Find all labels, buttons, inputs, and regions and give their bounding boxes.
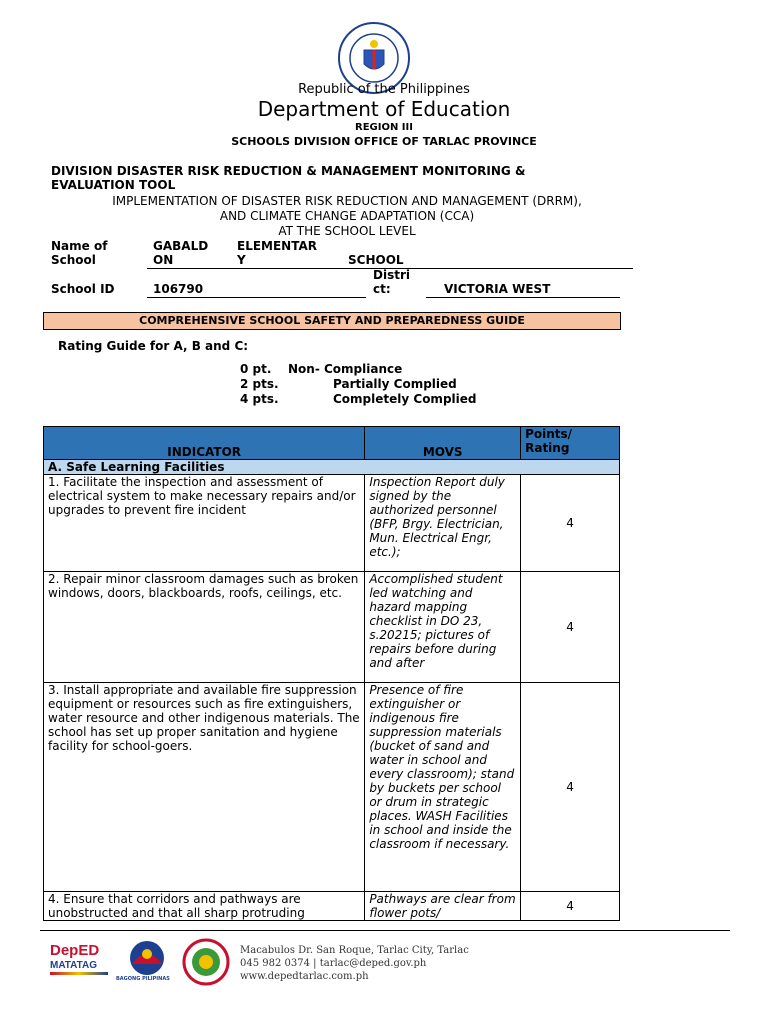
rating-pts-4: 4 pts.: [240, 392, 279, 406]
impl-line1: IMPLEMENTATION OF DISASTER RISK REDUCTION AND MANAGEMENT (DRRM),: [112, 194, 582, 208]
school-name-label-line1: Name of: [51, 239, 108, 253]
rating-label-2: Partially Complied: [333, 377, 457, 391]
indicator-cell: 1. Facilitate the inspection and assessment of electrical system to make necessary repairs and/or upgrades to prevent fire incident: [44, 475, 365, 572]
school-name-part2b: Y: [237, 253, 246, 267]
school-name-label: [51, 239, 107, 267]
rating-guide-title: Rating Guide for A, B and C:: [58, 339, 249, 353]
impl-line2: AND CLIMATE CHANGE ADAPTATION (CCA): [219, 209, 475, 223]
footer-divider: [40, 930, 730, 931]
region-label: REGION III: [355, 122, 413, 133]
table-row: [44, 572, 620, 683]
footer-contact: [240, 944, 469, 983]
district-value: VICTORIA WEST: [444, 282, 551, 296]
district-label-line1: Distri: [373, 268, 410, 282]
school-name-label-line2: School: [51, 253, 96, 267]
republic-label: Republic of the Philippines: [298, 82, 470, 97]
tool-title-line2: EVALUATION TOOL: [51, 178, 176, 192]
table-row: [44, 892, 620, 921]
school-id-label: School ID: [51, 282, 115, 296]
indicator-table: [43, 426, 620, 921]
footer-address: Macabulos Dr. San Roque, Tarlac City, Tarlac: [240, 945, 469, 956]
district-label-line2: ct:: [373, 282, 391, 296]
tool-title: [51, 164, 611, 192]
bagong-pilipinas-caption: BAGONG PILIPINAS: [116, 976, 170, 982]
school-name-part1b: ON: [153, 253, 174, 267]
division-label: SCHOOLS DIVISION OFFICE OF TARLAC PROVINCE: [231, 135, 537, 148]
header-points: [521, 427, 620, 460]
deped-logo-text: DepED: [50, 942, 100, 959]
points-cell: 4: [521, 572, 620, 683]
department-title: Department of Education: [257, 97, 511, 121]
table-header-row: [44, 427, 620, 460]
district-label: [373, 268, 410, 296]
footer-website[interactable]: www.depedtarlac.com.ph: [240, 971, 369, 982]
movs-cell: Presence of fire extinguisher or indigenous fire suppression materials (bucket of sand and water in school and every classroom); stand by buckets per school or drum in strategic places. WASH Facilities in school and inside the classroom if necessary.: [365, 683, 521, 892]
guide-title-bar: COMPREHENSIVE SCHOOL SAFETY AND PREPAREDNESS GUIDE: [43, 312, 621, 330]
points-cell: 4: [521, 683, 620, 892]
rating-pts-2: 2 pts.: [240, 377, 279, 391]
school-name-part2a: ELEMENTAR: [237, 239, 318, 253]
school-name-part1: [153, 239, 208, 267]
section-row: [44, 460, 620, 475]
school-name-part1a: GABALD: [153, 239, 209, 253]
school-name-part3: SCHOOL: [348, 253, 404, 267]
points-cell: 4: [521, 475, 620, 572]
matatag-logo-text: MATATAG: [50, 960, 98, 971]
deped-matatag-logo: [50, 942, 112, 986]
footer-phone-email: 045 982 0374 | tarlac@deped.gov.ph: [240, 958, 427, 969]
school-id-value: 106790: [153, 282, 204, 296]
header-movs: MOVS: [365, 427, 521, 460]
movs-cell: Accomplished student led watching and hazard mapping checklist in DO 23, s.20215; pictures of repairs before during and after: [365, 572, 521, 683]
indicator-cell: 3. Install appropriate and available fire suppression equipment or resources such as fire extinguishers, water resource and other indigenous materials. The school has set up proper sanitation and hygiene facility for school-goers.: [44, 683, 365, 892]
district-underline: [426, 297, 620, 298]
matatag-stripe: [50, 972, 108, 975]
school-id-underline: [147, 297, 366, 298]
indicator-cell: 2. Repair minor classroom damages such as broken windows, doors, blackboards, roofs, ceilings, etc.: [44, 572, 365, 683]
school-name-part2: [237, 239, 317, 267]
impl-line3: AT THE SCHOOL LEVEL: [278, 224, 416, 238]
rating-label-4: Completely Complied: [333, 392, 477, 406]
header-points-line2: Rating: [525, 441, 570, 455]
rating-label-0: Non- Compliance: [288, 362, 403, 376]
points-cell: 4: [521, 892, 620, 921]
table-row: [44, 683, 620, 892]
header-points-line1: Points/: [525, 427, 573, 441]
division-seal-logo: [182, 938, 230, 986]
indicator-cell: 4. Ensure that corridors and pathways are unobstructed and that all sharp protruding: [44, 892, 365, 921]
header-indicator: INDICATOR: [44, 427, 365, 460]
movs-cell: Pathways are clear from flower pots/: [365, 892, 521, 921]
movs-cell: Inspection Report duly signed by the authorized personnel (BFP, Brgy. Electrician, Mun. Electrical Engr, etc.);: [365, 475, 521, 572]
tool-title-line1: DIVISION DISASTER RISK REDUCTION & MANAGEMENT MONITORING &: [51, 164, 526, 178]
section-label: A. Safe Learning Facilities: [44, 460, 620, 475]
rating-pts-0: 0 pt.: [240, 362, 272, 376]
implementation-heading: [40, 194, 654, 239]
table-row: [44, 475, 620, 572]
